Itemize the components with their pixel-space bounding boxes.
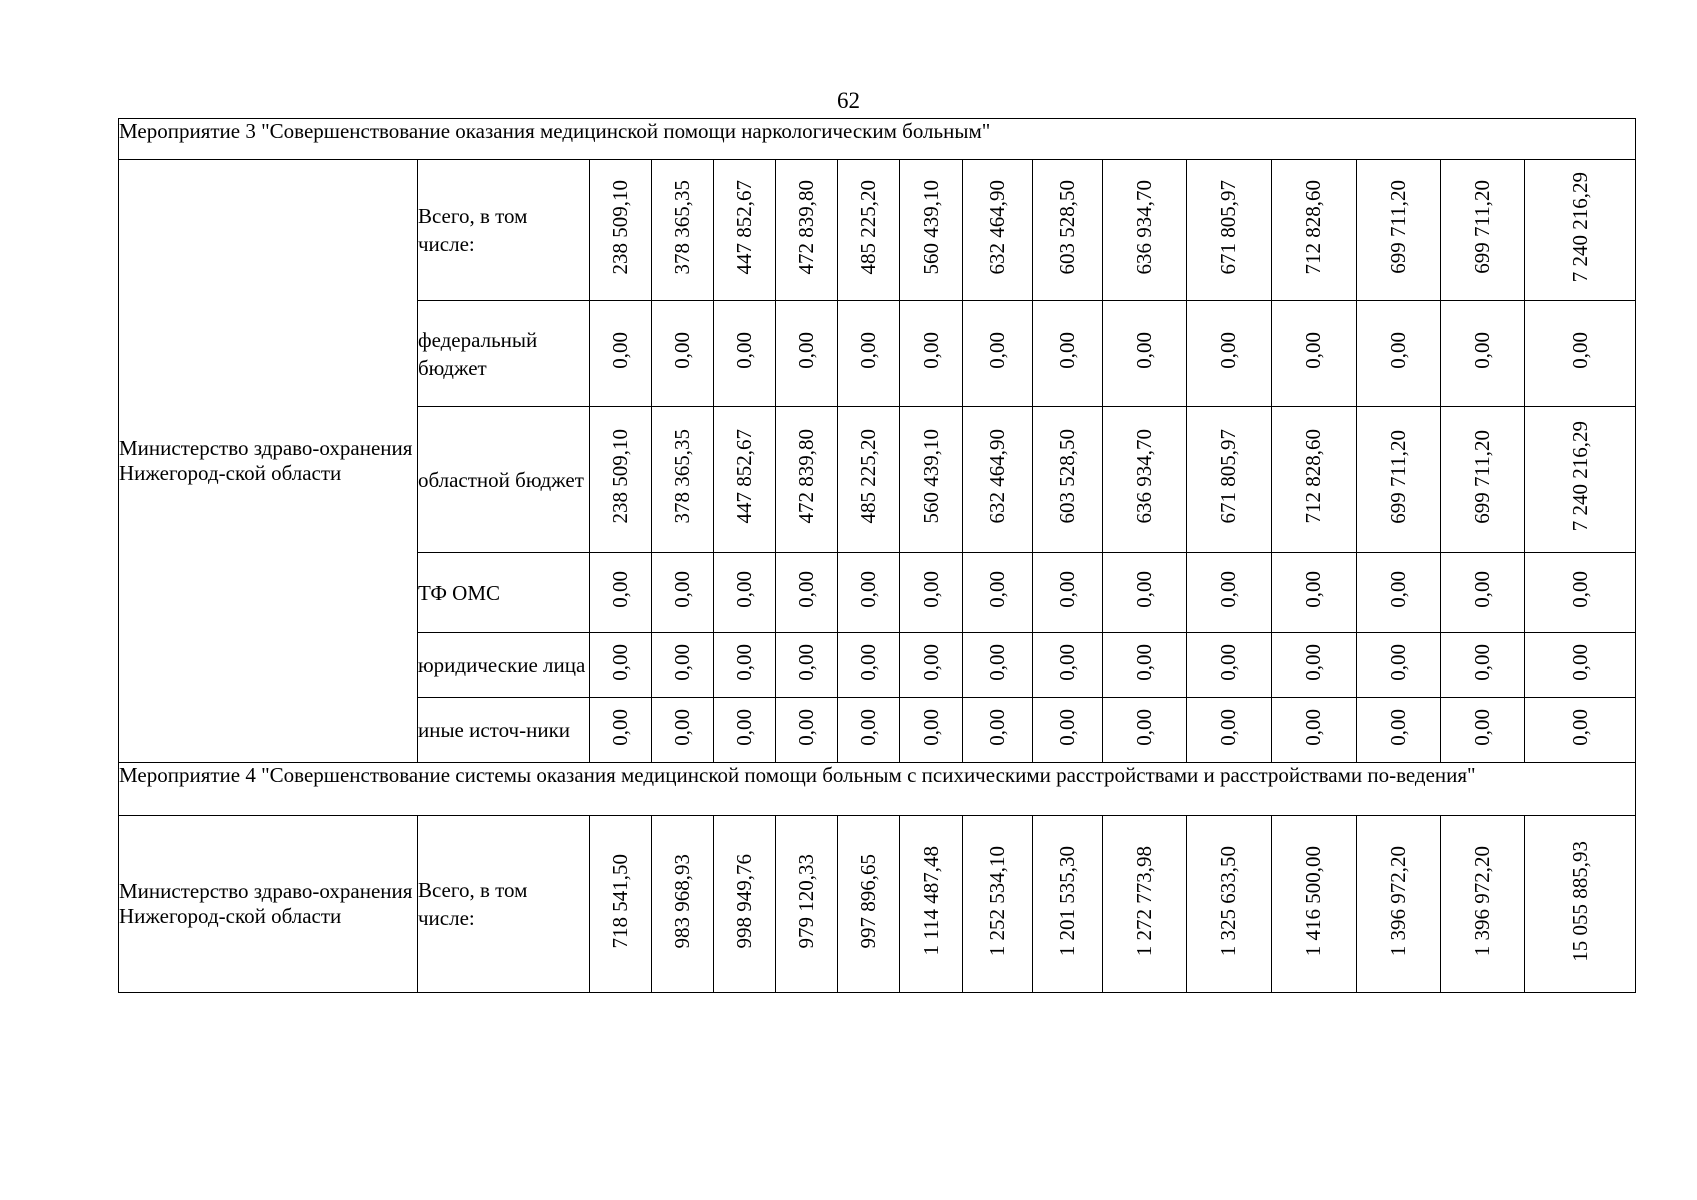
organization-cell: Министерство здраво-охранения Нижегород-ской области — [119, 160, 418, 763]
value-text: 979 120,33 — [794, 853, 819, 949]
value-cell — [1271, 816, 1356, 993]
value-text: 0,00 — [669, 332, 694, 369]
value-text: 0,00 — [1470, 571, 1495, 608]
value-cell — [776, 633, 838, 698]
value-cell — [1032, 633, 1102, 698]
value-cell — [1271, 301, 1356, 407]
value-cell — [589, 160, 651, 301]
value-cell — [713, 698, 775, 763]
value-text: 0,00 — [918, 708, 943, 746]
value-cell — [962, 633, 1032, 698]
value-text: 0,00 — [984, 708, 1009, 746]
value-cell — [900, 160, 962, 301]
value-cell — [776, 698, 838, 763]
value-cell — [1356, 633, 1440, 698]
value-text: 0,00 — [1470, 643, 1495, 681]
value-text: 472 839,80 — [794, 429, 819, 524]
value-cell — [838, 816, 900, 993]
value-text: 0,00 — [1386, 643, 1410, 681]
funding-source-cell: ТФ ОМС — [417, 553, 589, 633]
value-cell — [589, 698, 651, 763]
value-cell — [1441, 301, 1525, 407]
value-text: 1 252 534,10 — [984, 845, 1009, 957]
value-cell — [1356, 553, 1440, 633]
value-cell — [962, 407, 1032, 553]
value-cell — [1356, 698, 1440, 763]
value-cell — [1441, 553, 1525, 633]
value-cell — [1271, 407, 1356, 553]
value-text: 0,00 — [1054, 643, 1079, 681]
value-cell — [1187, 698, 1271, 763]
value-text: 0,00 — [1216, 571, 1241, 608]
value-cell — [1187, 301, 1271, 407]
value-text: 0,00 — [1567, 332, 1592, 369]
value-text: 0,00 — [669, 643, 694, 681]
value-cell — [1103, 407, 1187, 553]
value-cell — [838, 160, 900, 301]
value-cell — [776, 553, 838, 633]
value-text: 0,00 — [1470, 708, 1495, 746]
value-text: 699 711,20 — [1386, 180, 1410, 274]
value-text: 632 464,90 — [984, 179, 1009, 275]
value-cell — [1032, 407, 1102, 553]
value-text: 998 949,76 — [731, 853, 756, 949]
value-cell — [1525, 301, 1636, 407]
value-cell — [1356, 407, 1440, 553]
value-cell — [589, 816, 651, 993]
table-body — [119, 119, 1636, 993]
value-text: 0,00 — [1386, 571, 1410, 608]
value-text: 636 934,70 — [1132, 179, 1157, 275]
page-number: 62 — [837, 88, 860, 113]
value-text: 671 805,97 — [1216, 429, 1241, 524]
value-text: 0,00 — [1132, 643, 1157, 681]
organization-cell: Министерство здраво-охранения Нижегород-ской области — [119, 816, 418, 993]
value-cell — [1103, 816, 1187, 993]
value-cell — [1187, 816, 1271, 993]
value-text: 603 528,50 — [1054, 429, 1079, 524]
section-heading-row — [119, 119, 1636, 160]
value-text: 0,00 — [918, 571, 943, 608]
value-cell — [651, 553, 713, 633]
funding-source-cell: федеральный бюджет — [417, 301, 589, 407]
value-cell — [1271, 553, 1356, 633]
value-text: 0,00 — [731, 643, 756, 681]
value-text: 0,00 — [731, 708, 756, 746]
value-text: 712 828,60 — [1301, 429, 1326, 524]
value-cell — [1032, 553, 1102, 633]
value-cell — [713, 816, 775, 993]
value-cell — [589, 553, 651, 633]
value-cell — [1032, 160, 1102, 301]
value-cell — [1525, 633, 1636, 698]
value-text: 0,00 — [984, 571, 1009, 608]
value-cell — [1187, 633, 1271, 698]
value-text: 0,00 — [1054, 332, 1079, 369]
value-cell — [589, 633, 651, 698]
value-text: 0,00 — [607, 643, 632, 681]
value-cell — [1271, 698, 1356, 763]
value-cell — [1356, 816, 1440, 993]
value-text: 718 541,50 — [607, 853, 632, 949]
value-cell — [900, 698, 962, 763]
value-cell — [713, 553, 775, 633]
value-cell — [651, 816, 713, 993]
value-text: 671 805,97 — [1216, 179, 1241, 275]
section-heading-row — [119, 763, 1636, 816]
value-cell — [1441, 160, 1525, 301]
value-text: 0,00 — [1386, 708, 1410, 746]
value-cell — [1032, 816, 1102, 993]
value-cell — [1271, 160, 1356, 301]
value-text: 238 509,10 — [607, 179, 632, 275]
value-text: 0,00 — [1054, 708, 1079, 746]
value-cell — [713, 160, 775, 301]
value-cell — [1441, 633, 1525, 698]
value-cell — [1271, 633, 1356, 698]
value-text: 560 439,10 — [918, 429, 943, 524]
value-text: 0,00 — [856, 332, 881, 369]
value-cell — [838, 407, 900, 553]
value-cell — [776, 816, 838, 993]
value-text: 0,00 — [1301, 708, 1326, 746]
value-cell — [962, 553, 1032, 633]
value-cell — [713, 407, 775, 553]
value-cell — [1103, 160, 1187, 301]
value-text: 0,00 — [984, 643, 1009, 681]
section-heading: Мероприятие 4 "Совершенствование системы оказания медицинской помощи больным с психическими расстройствами и расстройствами по-ведения" — [119, 763, 1636, 816]
value-text: 0,00 — [607, 571, 632, 608]
value-cell — [1441, 816, 1525, 993]
value-text: 0,00 — [1301, 332, 1326, 369]
value-cell — [651, 301, 713, 407]
value-text: 0,00 — [1470, 332, 1495, 369]
value-text: 447 852,67 — [731, 179, 756, 275]
value-cell — [1356, 160, 1440, 301]
funding-source-cell: Всего, в том числе: — [417, 160, 589, 301]
value-cell — [776, 301, 838, 407]
value-cell — [651, 407, 713, 553]
value-cell — [651, 698, 713, 763]
funding-source-cell: Всего, в том числе: — [417, 816, 589, 993]
value-text: 378 365,35 — [669, 429, 694, 524]
value-text: 0,00 — [1301, 571, 1326, 608]
value-text: 0,00 — [918, 643, 943, 681]
value-cell — [1032, 301, 1102, 407]
funding-source-cell: юридические лица — [417, 633, 589, 698]
value-cell — [776, 160, 838, 301]
value-text: 0,00 — [856, 571, 881, 608]
value-text: 0,00 — [731, 332, 756, 369]
value-text: 0,00 — [984, 332, 1009, 369]
value-text: 0,00 — [918, 332, 943, 369]
value-cell — [651, 160, 713, 301]
value-cell — [1032, 698, 1102, 763]
value-cell — [1187, 407, 1271, 553]
value-cell — [651, 633, 713, 698]
value-cell — [838, 301, 900, 407]
value-text: 0,00 — [607, 332, 632, 369]
value-text: 0,00 — [1567, 643, 1592, 681]
value-cell — [1525, 698, 1636, 763]
value-text: 0,00 — [856, 708, 881, 746]
value-cell — [589, 407, 651, 553]
value-text: 0,00 — [1216, 643, 1241, 681]
value-cell — [962, 301, 1032, 407]
value-cell — [776, 407, 838, 553]
section-heading: Мероприятие 3 "Совершенствование оказания медицинской помощи наркологическим больным" — [119, 119, 1636, 160]
value-text: 472 839,80 — [794, 179, 819, 275]
value-cell — [713, 633, 775, 698]
value-cell — [1103, 633, 1187, 698]
value-text: 0,00 — [1054, 571, 1079, 608]
value-cell — [589, 301, 651, 407]
value-text: 0,00 — [794, 643, 819, 681]
value-cell — [838, 698, 900, 763]
value-cell — [1441, 407, 1525, 553]
value-text: 1 396 972,20 — [1386, 845, 1410, 957]
value-text: 1 114 487,48 — [918, 846, 943, 956]
value-text: 603 528,50 — [1054, 179, 1079, 275]
value-cell — [962, 160, 1032, 301]
value-cell — [1525, 407, 1636, 553]
value-cell — [1525, 553, 1636, 633]
value-text: 1 272 773,98 — [1132, 845, 1157, 957]
value-cell — [900, 407, 962, 553]
value-text: 0,00 — [1216, 332, 1241, 369]
value-cell — [900, 301, 962, 407]
value-text: 0,00 — [669, 571, 694, 608]
value-text: 983 968,93 — [669, 853, 694, 949]
value-text: 0,00 — [607, 708, 632, 746]
value-text: 560 439,10 — [918, 179, 943, 275]
value-cell — [962, 816, 1032, 993]
table-row — [119, 160, 1636, 301]
value-text: 447 852,67 — [731, 429, 756, 524]
value-text: 0,00 — [1132, 571, 1157, 608]
value-text: 1 416 500,00 — [1301, 845, 1326, 957]
value-text: 0,00 — [731, 571, 756, 608]
value-text: 15 055 885,93 — [1567, 840, 1592, 962]
value-text: 485 225,20 — [856, 179, 881, 275]
value-cell — [1441, 698, 1525, 763]
value-text: 0,00 — [669, 708, 694, 746]
value-text: 0,00 — [856, 643, 881, 681]
value-text: 0,00 — [1132, 708, 1157, 746]
value-text: 0,00 — [794, 332, 819, 369]
value-text: 0,00 — [1216, 708, 1241, 746]
funding-source-cell: иные источ-ники — [417, 698, 589, 763]
funding-table — [118, 118, 1636, 993]
value-text: 1 396 972,20 — [1470, 845, 1495, 957]
value-cell — [900, 633, 962, 698]
value-text: 997 896,65 — [856, 853, 881, 949]
value-text: 636 934,70 — [1132, 429, 1157, 524]
value-cell — [900, 816, 962, 993]
value-cell — [962, 698, 1032, 763]
value-text: 0,00 — [1301, 643, 1326, 681]
value-text: 699 711,20 — [1386, 429, 1410, 524]
value-text: 0,00 — [1567, 571, 1592, 608]
table-row — [119, 816, 1636, 993]
value-cell — [713, 301, 775, 407]
value-cell — [1103, 301, 1187, 407]
value-cell — [1103, 698, 1187, 763]
value-text: 238 509,10 — [607, 429, 632, 524]
funding-source-cell: областной бюджет — [417, 407, 589, 553]
value-text: 7 240 216,29 — [1567, 421, 1592, 532]
value-text: 1 201 535,30 — [1054, 845, 1079, 957]
value-text: 632 464,90 — [984, 429, 1009, 524]
value-cell — [900, 553, 962, 633]
value-cell — [838, 633, 900, 698]
value-cell — [1525, 816, 1636, 993]
value-text: 378 365,35 — [669, 179, 694, 275]
value-text: 7 240 216,29 — [1567, 171, 1592, 283]
value-text: 485 225,20 — [856, 429, 881, 524]
value-text: 0,00 — [1386, 332, 1410, 369]
value-cell — [1525, 160, 1636, 301]
value-cell — [1187, 553, 1271, 633]
value-cell — [1103, 553, 1187, 633]
value-text: 0,00 — [794, 708, 819, 746]
value-text: 0,00 — [1567, 708, 1592, 746]
value-text: 699 711,20 — [1470, 180, 1495, 274]
value-cell — [838, 553, 900, 633]
value-cell — [1187, 160, 1271, 301]
value-text: 699 711,20 — [1470, 429, 1495, 524]
value-text: 712 828,60 — [1301, 179, 1326, 275]
value-text: 0,00 — [794, 571, 819, 608]
value-cell — [1356, 301, 1440, 407]
value-text: 1 325 633,50 — [1216, 845, 1241, 957]
value-text: 0,00 — [1132, 332, 1157, 369]
